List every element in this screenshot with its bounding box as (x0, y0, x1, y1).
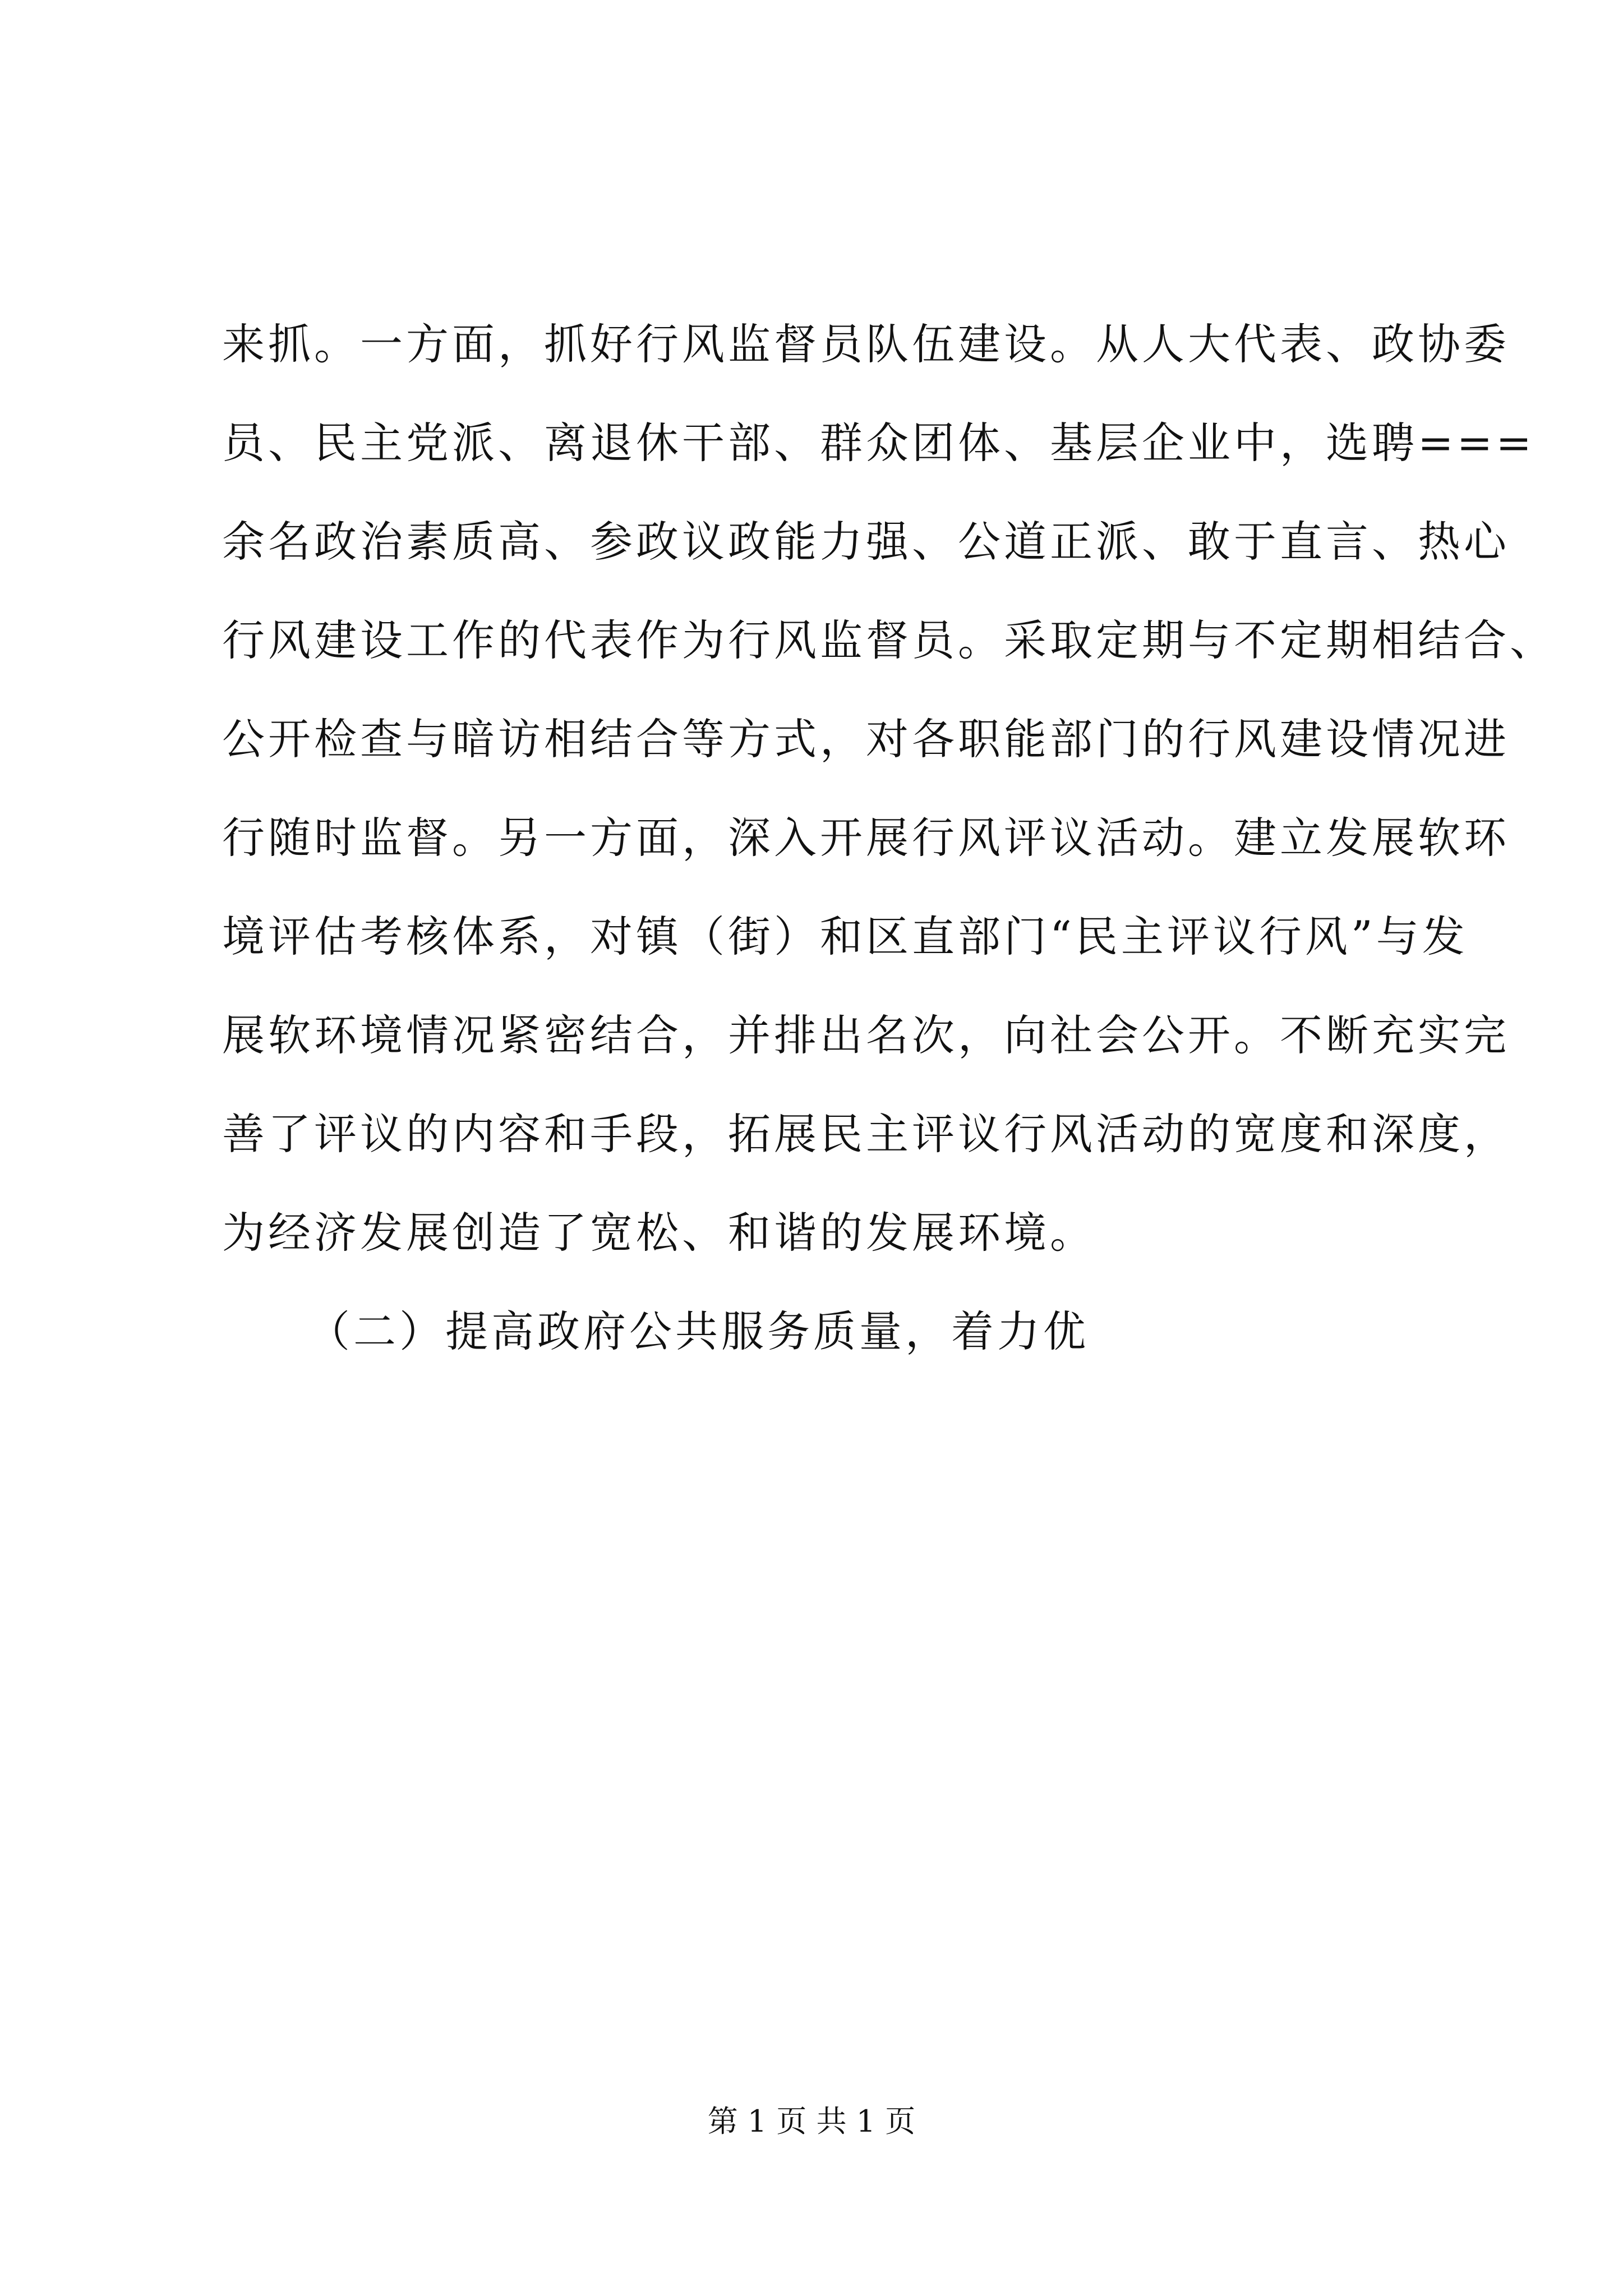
paragraph-line: 余名政治素质高、参政议政能力强、公道正派、敢于直言、热心 (222, 517, 1510, 567)
page-number: 第 1 页 共 1 页 (707, 2104, 916, 2139)
paragraph-line: 展软环境情况紧密结合，并排出名次，向社会公开。不断充实完 (222, 1010, 1510, 1060)
paragraph-line: 公开检查与暗访相结合等方式，对各职能部门的行风建设情况进 (222, 714, 1510, 764)
paragraph-line: 员、民主党派、离退休干部、群众团体、基层企业中，选聘=== (222, 418, 1536, 468)
paragraph-line: 来抓。一方面，抓好行风监督员队伍建设。从人大代表、政协委 (222, 319, 1510, 369)
paragraph-line: 善了评议的内容和手段，拓展民主评议行风活动的宽度和深度， (222, 1109, 1510, 1159)
paragraph (222, 295, 1556, 1381)
paragraph-line: 境评估考核体系，对镇（街）和区直部门“民主评议行风”与发 (222, 912, 1468, 961)
paragraph-line: 行风建设工作的代表作为行风监督员。采取定期与不定期相结合、 (222, 615, 1556, 665)
paragraph-last-line: 为经济发展创造了宽松、和谐的发展环境。 (222, 1208, 1096, 1258)
page-footer (0, 2099, 1623, 2144)
section-heading: （二）提高政府公共服务质量，着力优 (307, 1306, 1089, 1356)
paragraph-line: 行随时监督。另一方面，深入开展行风评议活动。建立发展软环 (222, 813, 1510, 863)
